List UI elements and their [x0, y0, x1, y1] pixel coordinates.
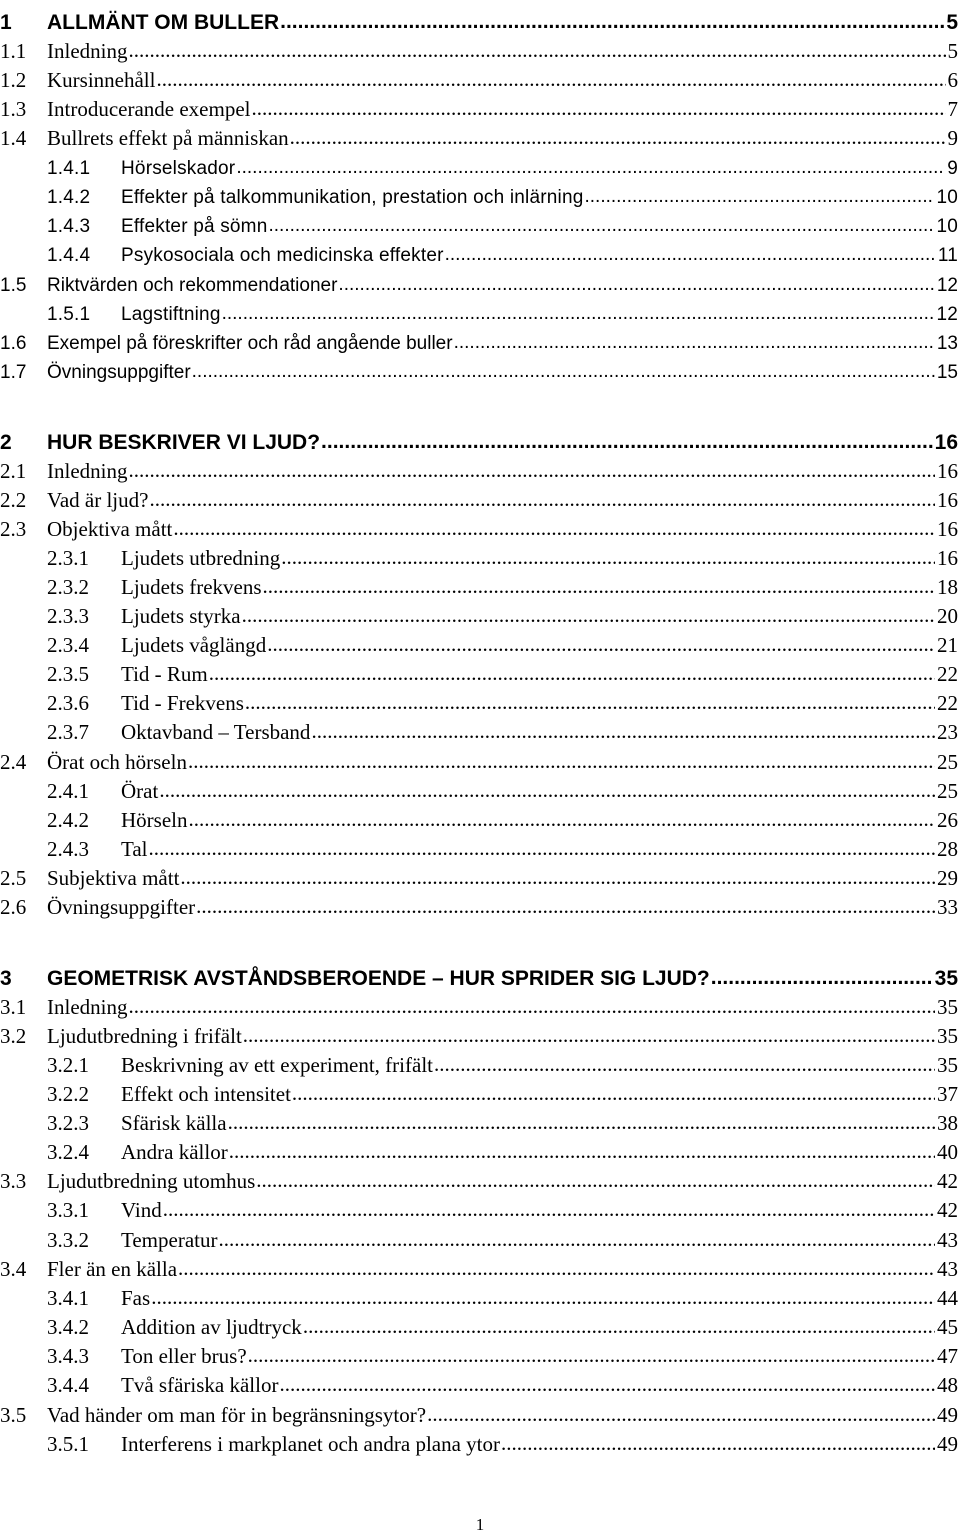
- toc-dot-leader: [711, 967, 933, 988]
- toc-page-number: 48: [937, 1373, 958, 1397]
- toc-number: 1.4.2: [47, 187, 91, 208]
- toc-dot-leader: [163, 1199, 935, 1220]
- toc-subsection-entry[interactable]: [0, 1136, 958, 1165]
- toc-title: Inledning: [47, 459, 128, 483]
- toc-section-entry[interactable]: [0, 862, 958, 891]
- toc-subsection-entry[interactable]: [0, 180, 958, 209]
- toc-title: Ljudutbredning i frifält: [47, 1024, 242, 1048]
- toc-page-number: 16: [937, 459, 958, 483]
- toc-subsection-entry[interactable]: [0, 716, 958, 745]
- toc-number: 2.3: [0, 517, 27, 541]
- toc-number: 2.2: [0, 488, 27, 512]
- toc-subsection-entry[interactable]: [0, 658, 958, 687]
- toc-dot-leader: [128, 996, 935, 1017]
- toc-number: 1.4: [0, 126, 27, 150]
- toc-section-entry[interactable]: [0, 64, 958, 93]
- toc-page-number: 15: [936, 362, 958, 383]
- toc-page-number: 49: [937, 1403, 958, 1427]
- toc-number: 1.3: [0, 97, 27, 121]
- toc-page-number: 12: [936, 304, 958, 325]
- toc-number: 2.5: [0, 866, 27, 890]
- toc-subsection-entry[interactable]: [0, 687, 958, 716]
- toc-dot-leader: [151, 1287, 935, 1308]
- toc-number: 1.7: [0, 362, 27, 383]
- toc-page-number: 25: [937, 779, 958, 803]
- toc-title: Psykosociala och medicinska effekter: [121, 245, 444, 266]
- toc-page-number: 9: [947, 126, 958, 150]
- toc-dot-leader: [454, 333, 935, 352]
- toc-dot-leader: [173, 518, 935, 539]
- toc-subsection-entry[interactable]: [0, 1107, 958, 1136]
- toc-dot-leader: [267, 634, 935, 655]
- toc-dot-leader: [279, 1374, 935, 1395]
- toc-number: 3.4.1: [47, 1286, 89, 1310]
- toc-section-entry[interactable]: [0, 122, 958, 151]
- toc-page-number: 16: [937, 517, 958, 541]
- toc-number: 3.2.4: [47, 1140, 89, 1164]
- toc-subsection-entry[interactable]: [0, 238, 958, 267]
- toc-page-number: 42: [937, 1169, 958, 1193]
- toc-subsection-entry[interactable]: [0, 1311, 958, 1340]
- toc-page-number: 10: [936, 187, 958, 208]
- toc-title: Ljudets styrka: [121, 604, 241, 628]
- toc-dot-leader: [290, 127, 946, 148]
- toc-page-number: 37: [937, 1082, 958, 1106]
- toc-dot-leader: [445, 245, 936, 264]
- page-number: 1: [475, 1515, 485, 1534]
- toc-title: Effekter på talkommunikation, prestation och inlärning: [121, 187, 584, 208]
- toc-subsection-entry[interactable]: [0, 1282, 958, 1311]
- toc-title: Örat: [121, 779, 159, 803]
- toc-section-entry[interactable]: [0, 93, 958, 122]
- toc-number: 2.6: [0, 895, 27, 919]
- toc-title: Exempel på föreskrifter och råd angående buller: [47, 333, 453, 354]
- toc-title: Hörselskador: [121, 158, 236, 179]
- toc-dot-leader: [242, 605, 935, 626]
- toc-subsection-entry[interactable]: [0, 804, 958, 833]
- toc-title: Temperatur: [121, 1228, 218, 1252]
- toc-dot-leader: [149, 838, 935, 859]
- toc-number: 3.2.3: [47, 1111, 89, 1135]
- toc-number: 2.3.7: [47, 720, 89, 744]
- toc-number: 3.3.2: [47, 1228, 89, 1252]
- toc-number: 3.3.1: [47, 1198, 89, 1222]
- toc-title: GEOMETRISK AVSTÅNDSBEROENDE – HUR SPRIDER SIG LJUD?: [47, 967, 710, 990]
- toc-page-number: 25: [937, 750, 958, 774]
- toc-dot-leader: [178, 1258, 935, 1279]
- toc-number: 2.3.6: [47, 691, 89, 715]
- toc-section-entry[interactable]: [0, 484, 958, 513]
- toc-page-number: 11: [937, 245, 958, 266]
- toc-dot-leader: [280, 11, 944, 32]
- toc-dot-leader: [311, 721, 935, 742]
- toc-title: Addition av ljudtryck: [121, 1315, 302, 1339]
- toc-dot-leader: [188, 751, 935, 772]
- toc-subsection-entry[interactable]: [0, 629, 958, 658]
- toc-dot-leader: [434, 1054, 935, 1075]
- toc-subsection-entry[interactable]: [0, 1194, 958, 1223]
- toc-subsection-entry[interactable]: [0, 1428, 958, 1457]
- toc-title: Bullrets effekt på människan: [47, 126, 289, 150]
- toc-title: Effekter på sömn: [121, 216, 268, 237]
- toc-number: 3.4.2: [47, 1315, 89, 1339]
- toc-page-number: 23: [937, 720, 958, 744]
- toc-dot-leader: [245, 692, 935, 713]
- toc-dot-leader: [228, 1112, 935, 1133]
- toc-number: 2.4.3: [47, 837, 89, 861]
- toc-dot-leader: [209, 663, 935, 684]
- toc-dot-leader: [256, 1170, 935, 1191]
- toc-page-number: 16: [934, 431, 958, 454]
- toc-title: Vad är ljud?: [47, 488, 149, 512]
- toc-number: 2.4.1: [47, 779, 89, 803]
- toc-number: 3.2: [0, 1024, 27, 1048]
- toc-dot-leader: [427, 1404, 935, 1425]
- toc-dot-leader: [156, 69, 945, 90]
- toc-subsection-entry[interactable]: [0, 571, 958, 600]
- toc-title: HUR BESKRIVER VI LJUD?: [47, 431, 321, 454]
- toc-title: Andra källor: [121, 1140, 228, 1164]
- toc-number: 3.3: [0, 1169, 27, 1193]
- toc-dot-leader: [128, 40, 945, 61]
- toc-page-number: 35: [934, 967, 958, 990]
- toc-page-number: 7: [947, 97, 958, 121]
- toc-section-entry[interactable]: [0, 1253, 958, 1282]
- toc-title: Inledning: [47, 995, 128, 1019]
- toc-page-number: 35: [937, 1024, 958, 1048]
- toc-number: 2.3.4: [47, 633, 89, 657]
- toc-section-entry[interactable]: [0, 35, 958, 64]
- toc-number: 2.4: [0, 750, 27, 774]
- toc-number: 1.4.3: [47, 216, 91, 237]
- toc-number: 2.4.2: [47, 808, 89, 832]
- toc-number: 1.5: [0, 275, 27, 296]
- toc-title: Riktvärden och rekommendationer: [47, 275, 338, 296]
- toc-title: Kursinnehåll: [47, 68, 156, 92]
- toc-number: 3.4.3: [47, 1344, 89, 1368]
- toc-section-entry[interactable]: [0, 891, 958, 920]
- toc-section-entry[interactable]: [0, 1399, 958, 1428]
- toc-dot-leader: [243, 1025, 935, 1046]
- toc-page-number: 42: [937, 1198, 958, 1222]
- toc-title: Tal: [121, 837, 148, 861]
- toc-page-number: 26: [937, 808, 958, 832]
- toc-number: 2.3.1: [47, 546, 89, 570]
- toc-dot-leader: [268, 216, 934, 235]
- toc-number: 3.1: [0, 995, 27, 1019]
- toc-subsection-entry[interactable]: [0, 297, 958, 326]
- toc-dot-leader: [218, 1229, 935, 1250]
- toc-dot-leader: [222, 304, 935, 323]
- toc-dot-leader: [180, 867, 935, 888]
- toc-dot-leader: [501, 1433, 935, 1454]
- toc-title: Tid - Frekvens: [121, 691, 244, 715]
- toc-title: Lagstiftning: [121, 304, 221, 325]
- toc-number: 2: [0, 431, 12, 454]
- toc-page-number: 40: [937, 1140, 958, 1164]
- toc-section-entry[interactable]: [0, 355, 958, 384]
- toc-title: Ljudets frekvens: [121, 575, 262, 599]
- toc-subsection-entry[interactable]: [0, 1049, 958, 1078]
- toc-page-number: 38: [937, 1111, 958, 1135]
- toc-number: 3: [0, 967, 12, 990]
- toc-subsection-entry[interactable]: [0, 151, 958, 180]
- toc-page-number: 44: [937, 1286, 958, 1310]
- toc-dot-leader: [338, 275, 934, 294]
- toc-title: Inledning: [47, 39, 128, 63]
- toc-page-number: 18: [937, 575, 958, 599]
- toc-subsection-entry[interactable]: [0, 1078, 958, 1107]
- toc-section-entry[interactable]: [0, 1020, 958, 1049]
- toc-subsection-entry[interactable]: [0, 209, 958, 238]
- toc-page-number: 16: [937, 488, 958, 512]
- toc-number: 1.2: [0, 68, 27, 92]
- toc-number: 2.3.5: [47, 662, 89, 686]
- toc-title: Sfärisk källa: [121, 1111, 227, 1135]
- toc-page-number: 12: [936, 275, 958, 296]
- toc-title: Hörseln: [121, 808, 188, 832]
- toc-page-number: 28: [937, 837, 958, 861]
- toc-dot-leader: [159, 780, 935, 801]
- toc-dot-leader: [128, 460, 935, 481]
- toc-subsection-entry[interactable]: [0, 1224, 958, 1253]
- toc-page-number: 49: [937, 1432, 958, 1456]
- toc-dot-leader: [292, 1083, 935, 1104]
- toc-number: 1.5.1: [47, 304, 91, 325]
- toc-dot-leader: [189, 809, 936, 830]
- toc-dot-leader: [281, 547, 935, 568]
- toc-number: 3.5.1: [47, 1432, 89, 1456]
- toc-section-entry[interactable]: [0, 513, 958, 542]
- toc-number: 1: [0, 11, 12, 34]
- toc-page-number: 10: [936, 216, 958, 237]
- toc-page-number: 13: [936, 333, 958, 354]
- toc-number: 1.4.4: [47, 245, 91, 266]
- toc-subsection-entry[interactable]: [0, 600, 958, 629]
- toc-subsection-entry[interactable]: [0, 775, 958, 804]
- toc-title: Övningsuppgifter: [47, 895, 196, 919]
- toc-subsection-entry[interactable]: [0, 542, 958, 571]
- toc-dot-leader: [229, 1141, 935, 1162]
- toc-dot-leader: [149, 489, 935, 510]
- toc-section-entry[interactable]: [0, 455, 958, 484]
- toc-dot-leader: [303, 1316, 935, 1337]
- toc-number: 3.5: [0, 1403, 27, 1427]
- toc-page-number: 9: [947, 158, 958, 179]
- toc-page-number: 33: [937, 895, 958, 919]
- toc-title: Effekt och intensitet: [121, 1082, 291, 1106]
- toc-page-number: 20: [937, 604, 958, 628]
- toc-section-entry[interactable]: [0, 326, 958, 355]
- toc-page-number: 43: [937, 1257, 958, 1281]
- toc-dot-leader: [196, 896, 935, 917]
- toc-page-number: 6: [947, 68, 958, 92]
- toc-chapter-entry[interactable]: [0, 962, 958, 991]
- toc-section-entry[interactable]: [0, 991, 958, 1020]
- toc-page-number: 5: [947, 39, 958, 63]
- toc-dot-leader: [192, 362, 935, 381]
- toc-section-entry[interactable]: [0, 746, 958, 775]
- toc-subsection-entry[interactable]: [0, 1340, 958, 1369]
- toc-title: Vind: [121, 1198, 162, 1222]
- toc-title: Vad händer om man för in begränsningsytor?: [47, 1403, 427, 1427]
- toc-title: Oktavband – Tersband: [121, 720, 311, 744]
- toc-dot-leader: [248, 1345, 935, 1366]
- toc-title: Ton eller brus?: [121, 1344, 247, 1368]
- toc-number: 3.2.1: [47, 1053, 89, 1077]
- toc-page-number: 35: [937, 995, 958, 1019]
- toc-title: Fler än en källa: [47, 1257, 178, 1281]
- toc-section-entry[interactable]: [0, 268, 958, 297]
- toc-dot-leader: [251, 98, 945, 119]
- toc-title: Objektiva mått: [47, 517, 173, 541]
- toc-subsection-entry[interactable]: [0, 833, 958, 862]
- toc-number: 3.4.4: [47, 1373, 89, 1397]
- toc-chapter-entry[interactable]: [0, 6, 958, 35]
- toc-title: Subjektiva mått: [47, 866, 180, 890]
- toc-page-number: 35: [937, 1053, 958, 1077]
- toc-dot-leader: [236, 158, 945, 177]
- toc-page-number: 43: [937, 1228, 958, 1252]
- toc-page-number: 16: [937, 546, 958, 570]
- toc-dot-leader: [321, 431, 933, 452]
- toc-number: 2.3.3: [47, 604, 89, 628]
- toc-title: Interferens i markplanet och andra plana ytor: [121, 1432, 500, 1456]
- toc-number: 1.1: [0, 39, 27, 63]
- toc-dot-leader: [584, 187, 934, 206]
- toc-title: Beskrivning av ett experiment, frifält: [121, 1053, 433, 1077]
- toc-title: Två sfäriska källor: [121, 1373, 279, 1397]
- toc-title: Introducerande exempel: [47, 97, 251, 121]
- toc-page-number: 22: [937, 662, 958, 686]
- toc-title: Övningsuppgifter: [47, 362, 191, 383]
- toc-title: ALLMÄNT OM BULLER: [47, 11, 280, 34]
- toc-number: 3.4: [0, 1257, 27, 1281]
- toc-page-number: 29: [937, 866, 958, 890]
- toc-chapter-entry[interactable]: [0, 426, 958, 455]
- toc-page-number: 22: [937, 691, 958, 715]
- toc-title: Ljudets våglängd: [121, 633, 267, 657]
- toc-subsection-entry[interactable]: [0, 1369, 958, 1398]
- toc-title: Fas: [121, 1286, 151, 1310]
- toc-title: Ljudets utbredning: [121, 546, 281, 570]
- toc-title: Örat och hörseln: [47, 750, 187, 774]
- toc-dot-leader: [263, 576, 935, 597]
- toc-page-number: 47: [937, 1344, 958, 1368]
- toc-page-number: 5: [946, 11, 958, 34]
- toc-number: 1.4.1: [47, 158, 91, 179]
- toc-number: 1.6: [0, 333, 27, 354]
- toc-section-entry[interactable]: [0, 1165, 958, 1194]
- toc-title: Ljudutbredning utomhus: [47, 1169, 256, 1193]
- toc-page-number: 45: [937, 1315, 958, 1339]
- toc-number: 2.3.2: [47, 575, 89, 599]
- toc-number: 3.2.2: [47, 1082, 89, 1106]
- toc-page-number: 21: [937, 633, 958, 657]
- toc-title: Tid - Rum: [121, 662, 208, 686]
- toc-number: 2.1: [0, 459, 27, 483]
